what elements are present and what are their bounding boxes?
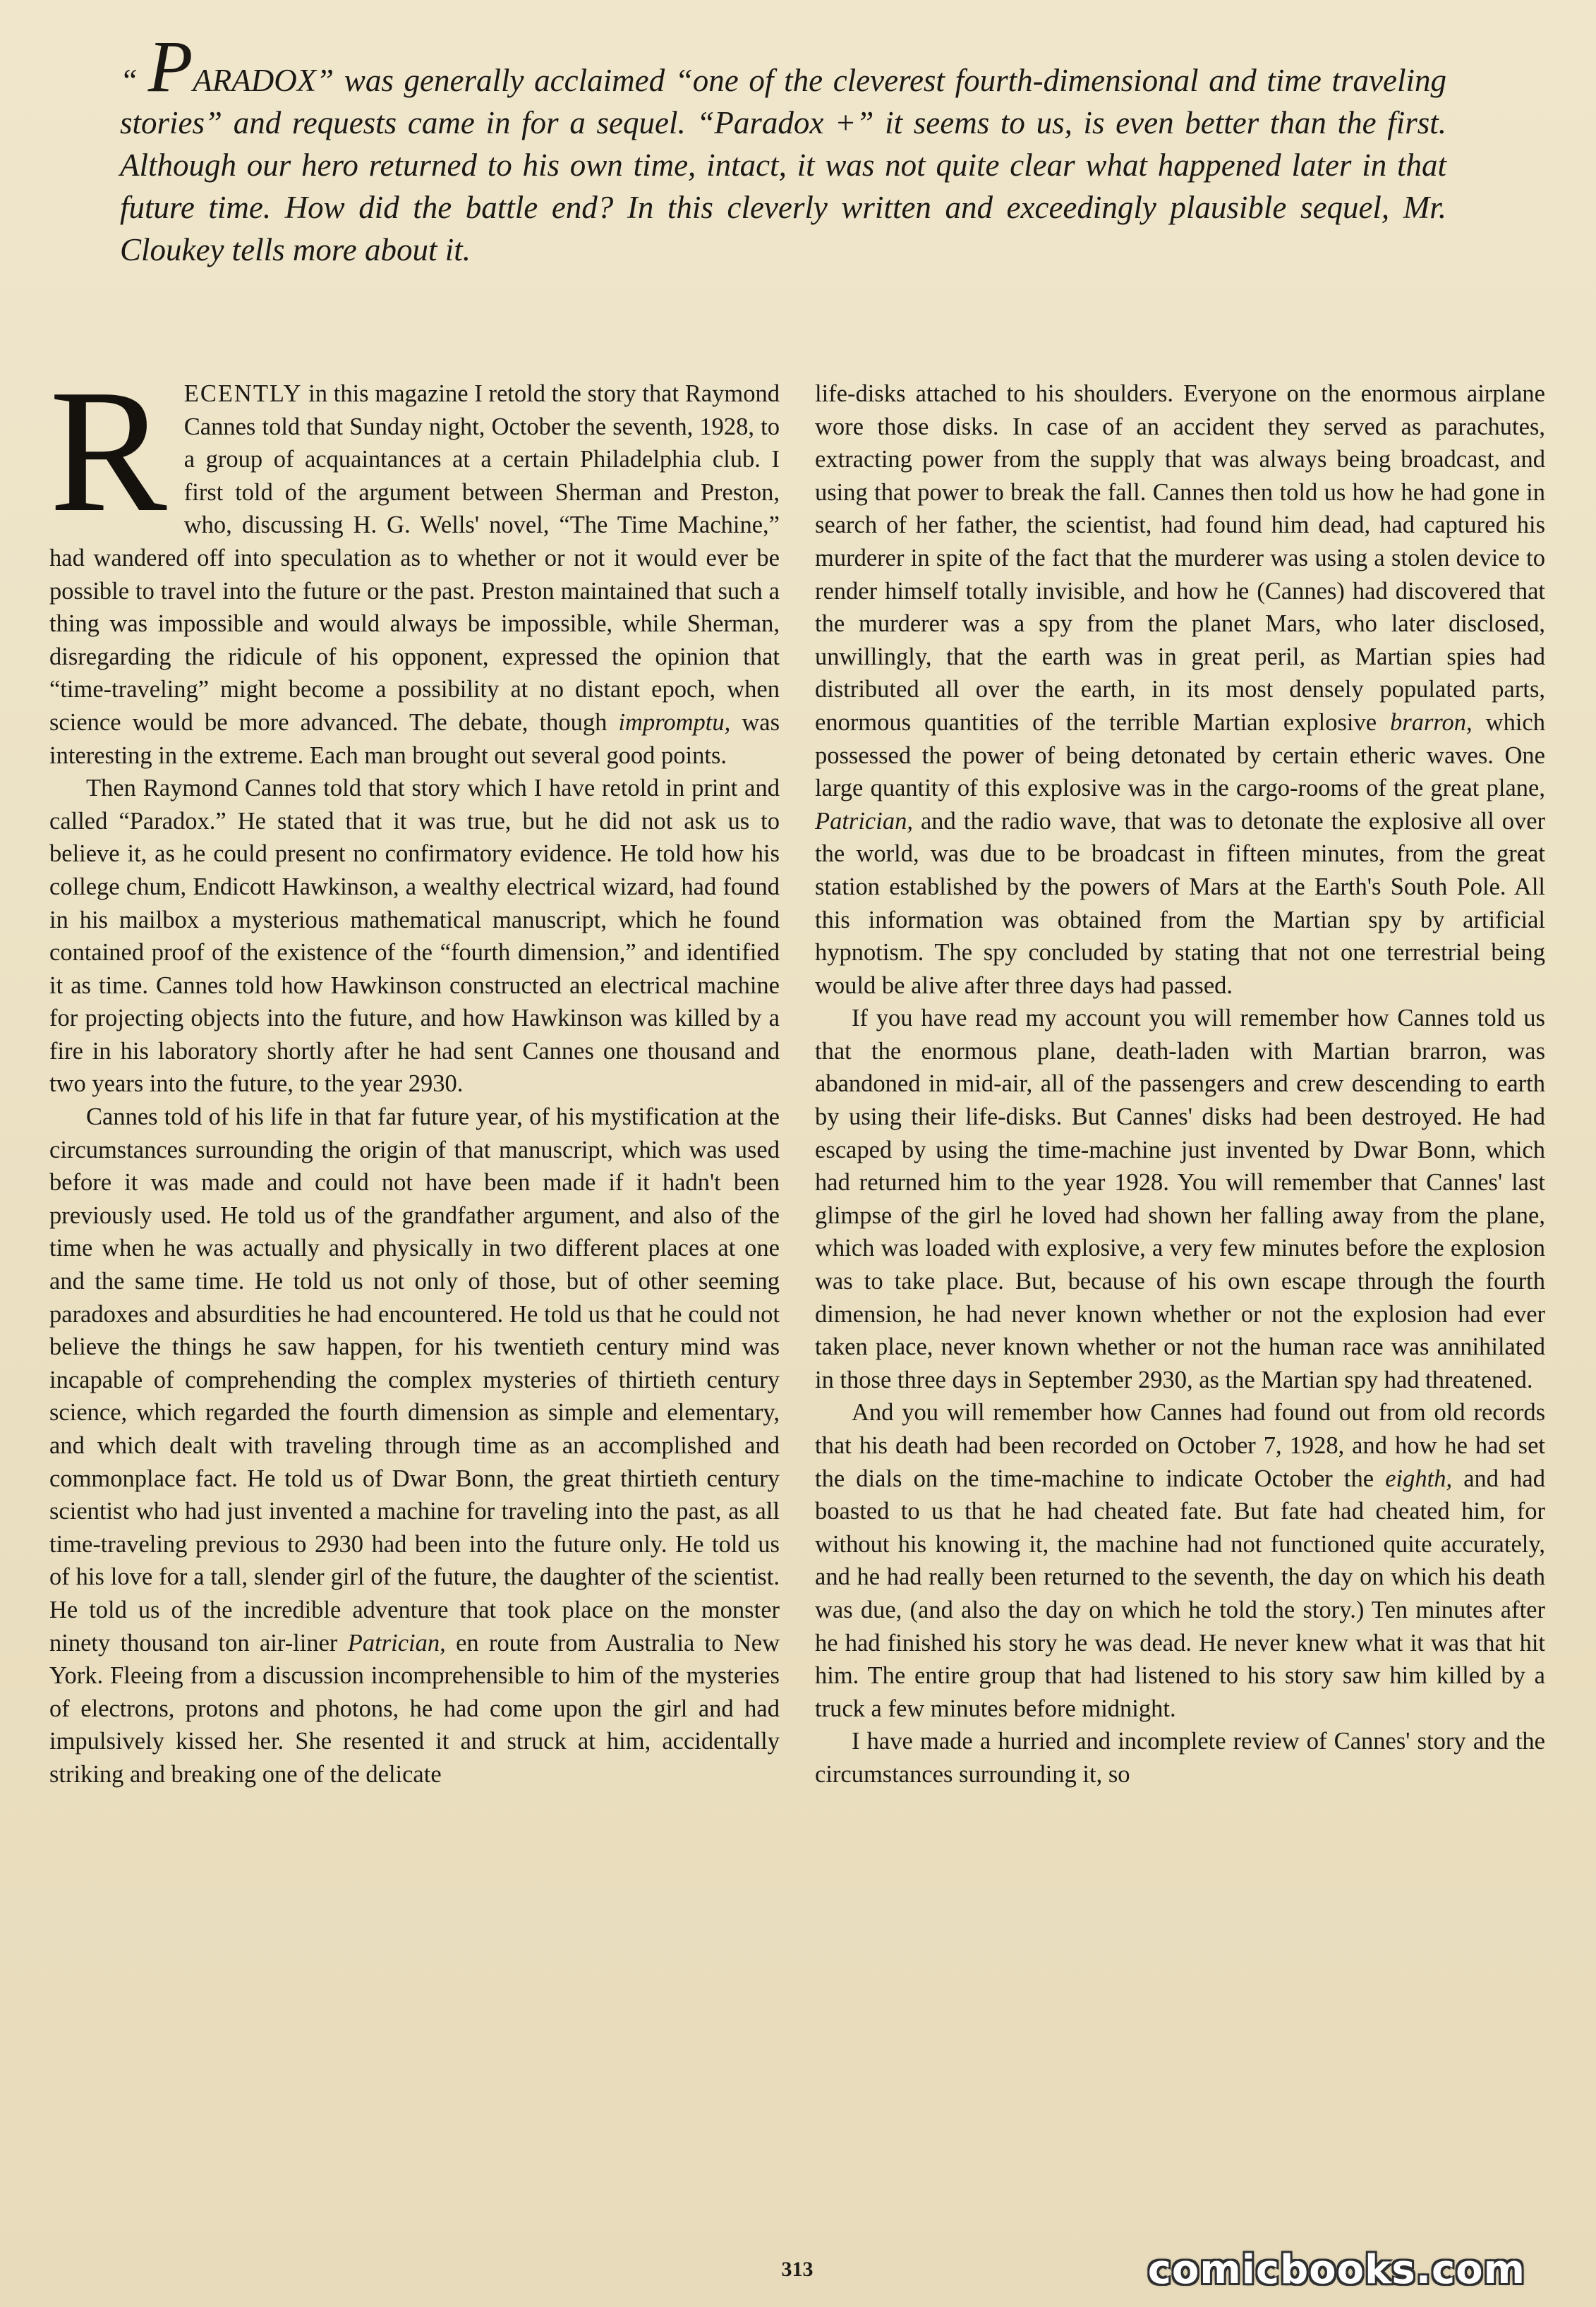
paragraph [49, 353, 780, 772]
drop-cap: R [49, 353, 167, 549]
paragraph-text: in this magazine I retold the story that Raymond Cannes told that Sunday night, October the seventh, 1928, to a group of acquaintances at a certain Philadelphia club. I first told of the argument between Sherman and Preston, who, discussing H. G. Wells' novel, “The Time Machine,” had wandered off into speculation as to whether or not it would ever be possible to travel into the future or the past. Preston maintained that such a thing was impossible and would always be impossible, while Sherman, disregarding the ridicule of his opponent, expressed the opinion that “time-traveling” might become a possibility at no distant epoch, when science would be more advanced. The debate, though [49, 380, 780, 736]
paragraph-text: which possessed the power of being detonated by certain etheric waves. One large quantity of this explosive was in the cargo-rooms of the great plane, [815, 708, 1545, 802]
article-columns [49, 353, 1545, 2247]
paragraph [815, 377, 1545, 1002]
page-number: 313 [781, 2258, 814, 2281]
paragraph-text: and had boasted to us that he had cheated fate. But fate had cheated him, for without his knowing it, the machine had not functioned quite accurately, and he had really been returned to the seventh, the day on which his death was due, (and also the day on which he told the story.) Ten minutes after he had finished his story he was dead. He never knew what it was that hit him. The entire group that had listened to his story saw him killed by a truck a few minutes before midnight. [815, 1465, 1545, 1722]
italic-text: eighth, [1385, 1465, 1453, 1492]
intro-initial-letter: P [147, 26, 193, 107]
opening-word: ECENTLY [183, 380, 303, 407]
intro-open-quote: “ [120, 63, 138, 98]
paragraph [49, 1101, 780, 1791]
left-column [49, 353, 780, 2247]
story-introduction [120, 26, 1447, 271]
italic-text: Patrician, [815, 807, 913, 835]
site-watermark: comicbooks.com [1147, 2247, 1525, 2293]
paragraph: Then Raymond Cannes told that story which I have retold in print and called “Paradox.” He stated that it was true, but he did not ask us to believe it, as he could present no confirmatory evidence. He told how his college chum, Endicott Hawkinson, a wealthy electrical wizard, had found in his mailbox a mysterious mathematical manuscript, which he found contained proof of the existence of the “fourth dimension,” and identified it as time. Cannes told how Hawkinson constructed an electrical machine for projecting objects into the future, and how Hawkinson was killed by a fire in his laboratory shortly after he had sent Cannes one thousand and two years into the future, to the year 2930. [49, 775, 780, 1098]
paragraph [815, 1396, 1545, 1725]
intro-text: ARADOX” was generally acclaimed “one of the cleverest fourth-dimensional and time traveling stories” and requests came in for a sequel. “Paradox +” it seems to us, is even better than the first. Although our hero returned to his own time, intact, it was not quite clear what happened later in that future time. How did the battle end? In this cleverly written and exceedingly plausible sequel, Mr. Cloukey tells more about it. [120, 63, 1447, 267]
paragraph: I have made a hurried and incomplete review of Cannes' story and the circumstances surrounding it, so [815, 1728, 1545, 1788]
italic-text: impromptu, [618, 708, 731, 736]
paragraph: If you have read my account you will remember how Cannes told us that the enormous plane, death-laden with Martian brarron, was abandoned in mid-air, all of the passengers and crew descending to earth by using their life-disks. But Cannes' disks had been destroyed. He had escaped by using the time-machine just invented by Dwar Bonn, which had returned him to the year 1928. You will remember that Cannes' last glimpse of the girl he loved had shown her falling away from the plane, which was loaded with explosive, a very few minutes before the explosion was to take place. But, because of his own escape through the fourth dimension, he had never known whether or not the explosion had ever taken place, never known whether or not the human race was annihilated in those three days in September 2930, as the Martian spy had threatened. [815, 1005, 1545, 1393]
italic-text: brarron, [1390, 708, 1473, 736]
paragraph-text: Cannes told of his life in that far future year, of his mystification at the circumstances surrounding the origin of that manuscript, which was used before it was made and could not have been made if it hadn't been previously used. He told us of the grandfather argument, and also of the time when he was actually and physically in two different places at one and the same time. He told us not only of those, but of other seeming paradoxes and absurdities he had encountered. He told us that he could not believe the things he saw happen, for his twentieth century mind was incapable of comprehending the complex mysteries of thirtieth century science, which regarded the fourth dimension as simple and elementary, and which dealt with traveling through time as an accomplished and commonplace fact. He told us of Dwar Bonn, the great thirtieth century scientist who had just invented a machine for traveling into the past, as all time-traveling previous to 2930 had been into the future only. He told us of his love for a tall, slender girl of the future, the daughter of the scientist. He told us of the incredible adventure that took place on the monster ninety thousand ton air-liner [49, 1103, 780, 1657]
italic-text: Patrician, [347, 1629, 446, 1657]
paragraph-text: en route from Australia to New York. Fleeing from a discussion incomprehensible to him of the mysteries of electrons, protons and photons, he had come upon the girl and had impulsively kissed her. She resented it and struck at him, accidentally striking and breaking one of the delicate [49, 1629, 780, 1788]
paragraph-text: And you will remember how Cannes had found out from old records that his death had been recorded on October 7, 1928, and how he had set the dials on the time-machine to indicate October the [815, 1399, 1545, 1492]
paragraph-text: was interesting in the extreme. Each man brought out several good points. [49, 708, 780, 769]
paragraph-text: and the radio wave, that was to detonate the explosive all over the world, was due to be broadcast in fifteen minutes, from the great station established by the powers of Mars at the Earth's South Pole. All this information was obtained from the Martian spy by artificial hypnotism. The spy concluded by stating that not one terrestrial being would be alive after three days had passed. [815, 807, 1545, 999]
right-column [815, 377, 1545, 2247]
paragraph-text: life-disks attached to his shoulders. Everyone on the enormous airplane wore those disks. In case of an accident they served as parachutes, extracting power from the supply that was always being broadcast, and using that power to break the fall. Cannes then told us how he had gone in search of her father, the scientist, had found him dead, had captured his murderer in spite of the fact that the murderer was using a stolen device to render himself totally invisible, and how he (Cannes) had discovered that the murderer was a spy from the planet Mars, who later disclosed, unwillingly, that the earth was in great peril, as Martian spies had distributed all over the earth, in its most densely populated parts, enormous quantities of the terrible Martian explosive [815, 380, 1545, 736]
